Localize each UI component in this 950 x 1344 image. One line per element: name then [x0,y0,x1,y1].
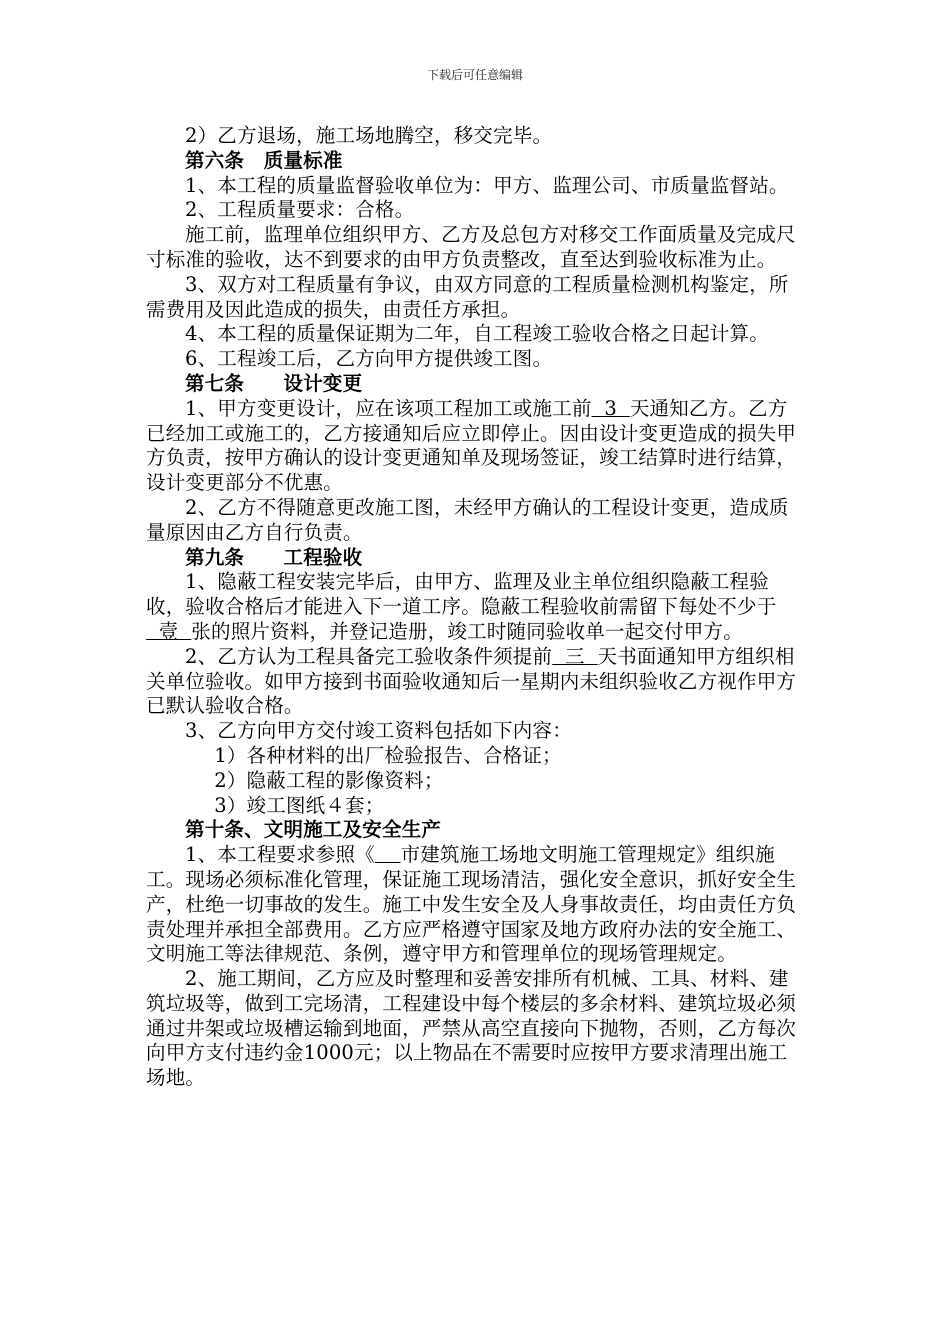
list-item: 3）竣工图纸４套； [214,793,385,817]
page-header: 下载后可任意编辑 [426,68,523,82]
text-run: 2、乙方认为工程具备完工验收条件须提前 [185,644,553,668]
list-item: 2）隐蔽工程的影像资料； [214,768,444,792]
paragraph: 2、施工期间，乙方应及时整理和妥善安排所有机械、工具、材料、建筑垃圾等，做到工完场清，工程建设中每个楼层的多余材料、建筑垃圾必须通过井架或垃圾槽运输到地面，严禁从高空直接向下抛物，否则，乙方每次向甲方支付违约金1000元；以上物品在不需要时应按甲方要求清理出施工场地。 [146,967,797,1090]
section-heading-9: 第九条 工程验收 [185,545,363,569]
paragraph [146,570,806,644]
paragraph: 2、工程质量要求：合格。 [185,198,415,222]
text-run: 1、本工程要求参照《 [185,843,375,867]
text-run: 1、隐蔽工程安装完毕后，由甲方、监理及业主单位组织隐蔽工程验收，验收合格后才能进入下一道工序。隐蔽工程验收前需留下每处不少于 [146,570,777,619]
paragraph [146,645,806,719]
paragraph [146,843,806,967]
paragraph: 3、乙方向甲方交付竣工资料包括如下内容： [185,719,572,743]
text-run: 市建筑施工场地文明施工管理规定》组织施工。现场必须标准化管理，保证施工现场清洁，强化安全意识，抓好安全生产，杜绝一切事故的发生。施工中发生安全及人身事故责任，均由责任方负责处理并承担全部费用。乙方应严格遵守国家及地方政府办法的安全施工、文明施工等法律规范、条例，遵守甲方和管理单位的现场管理规定。 [146,843,797,966]
text-run: 张的照片资料，并登记造册，竣工时随同验收单一起交付甲方。 [191,619,743,643]
fill-in-blank [375,843,401,866]
paragraph [146,397,806,496]
section-heading-6: 第六条 质量标准 [185,148,343,172]
fill-in-blank: 三 [552,644,598,668]
section-heading-10: 第十条、文明施工及安全生产 [185,818,442,842]
paragraph: 6、工程竣工后，乙方向甲方提供竣工图。 [185,347,553,371]
list-item: 1）各种材料的出厂检验报告、合格证； [214,743,562,767]
fill-in-blank: 3 [591,396,630,420]
fill-in-blank: 壹 [146,619,192,643]
text-run: 天通知乙方。乙方已经加工或施工的，乙方接通知后应立即停止。因由设计变更造成的损失甲方负责，按甲方确认的设计变更通知单及现场签证，竣工结算时进行结算，设计变更部分不优惠。 [146,396,797,495]
paragraph: 2）乙方退场，施工场地腾空，移交完毕。 [185,124,553,147]
paragraph: 4、本工程的质量保证期为二年，自工程竣工验收合格之日起计算。 [185,322,769,346]
text-run: 1、甲方变更设计，应在该项工程加工或施工前 [185,396,592,420]
paragraph: 2、乙方不得随意更改施工图，未经甲方确认的工程设计变更，造成质量原因由乙方自行负责。 [146,495,789,544]
paragraph: 施工前，监理单位组织甲方、乙方及总包方对移交工作面质量及完成尺寸标准的验收，达不到要求的由甲方负责整改，直至达到验收标准为止。 [146,223,796,271]
document-body [146,124,806,1091]
paragraph: 1、本工程的质量监督验收单位为：甲方、监理公司、市质量监督站。 [185,173,789,197]
section-heading-7: 第七条 设计变更 [185,371,363,395]
paragraph: 3、双方对工程质量有争议，由双方同意的工程质量检测机构鉴定，所需费用及因此造成的损失，由责任方承担。 [146,272,789,321]
text-run: 天书面通知甲方组织相关单位验收。如甲方接到书面验收通知后一星期内未组织验收乙方视作甲方已默认验收合格。 [146,644,797,718]
